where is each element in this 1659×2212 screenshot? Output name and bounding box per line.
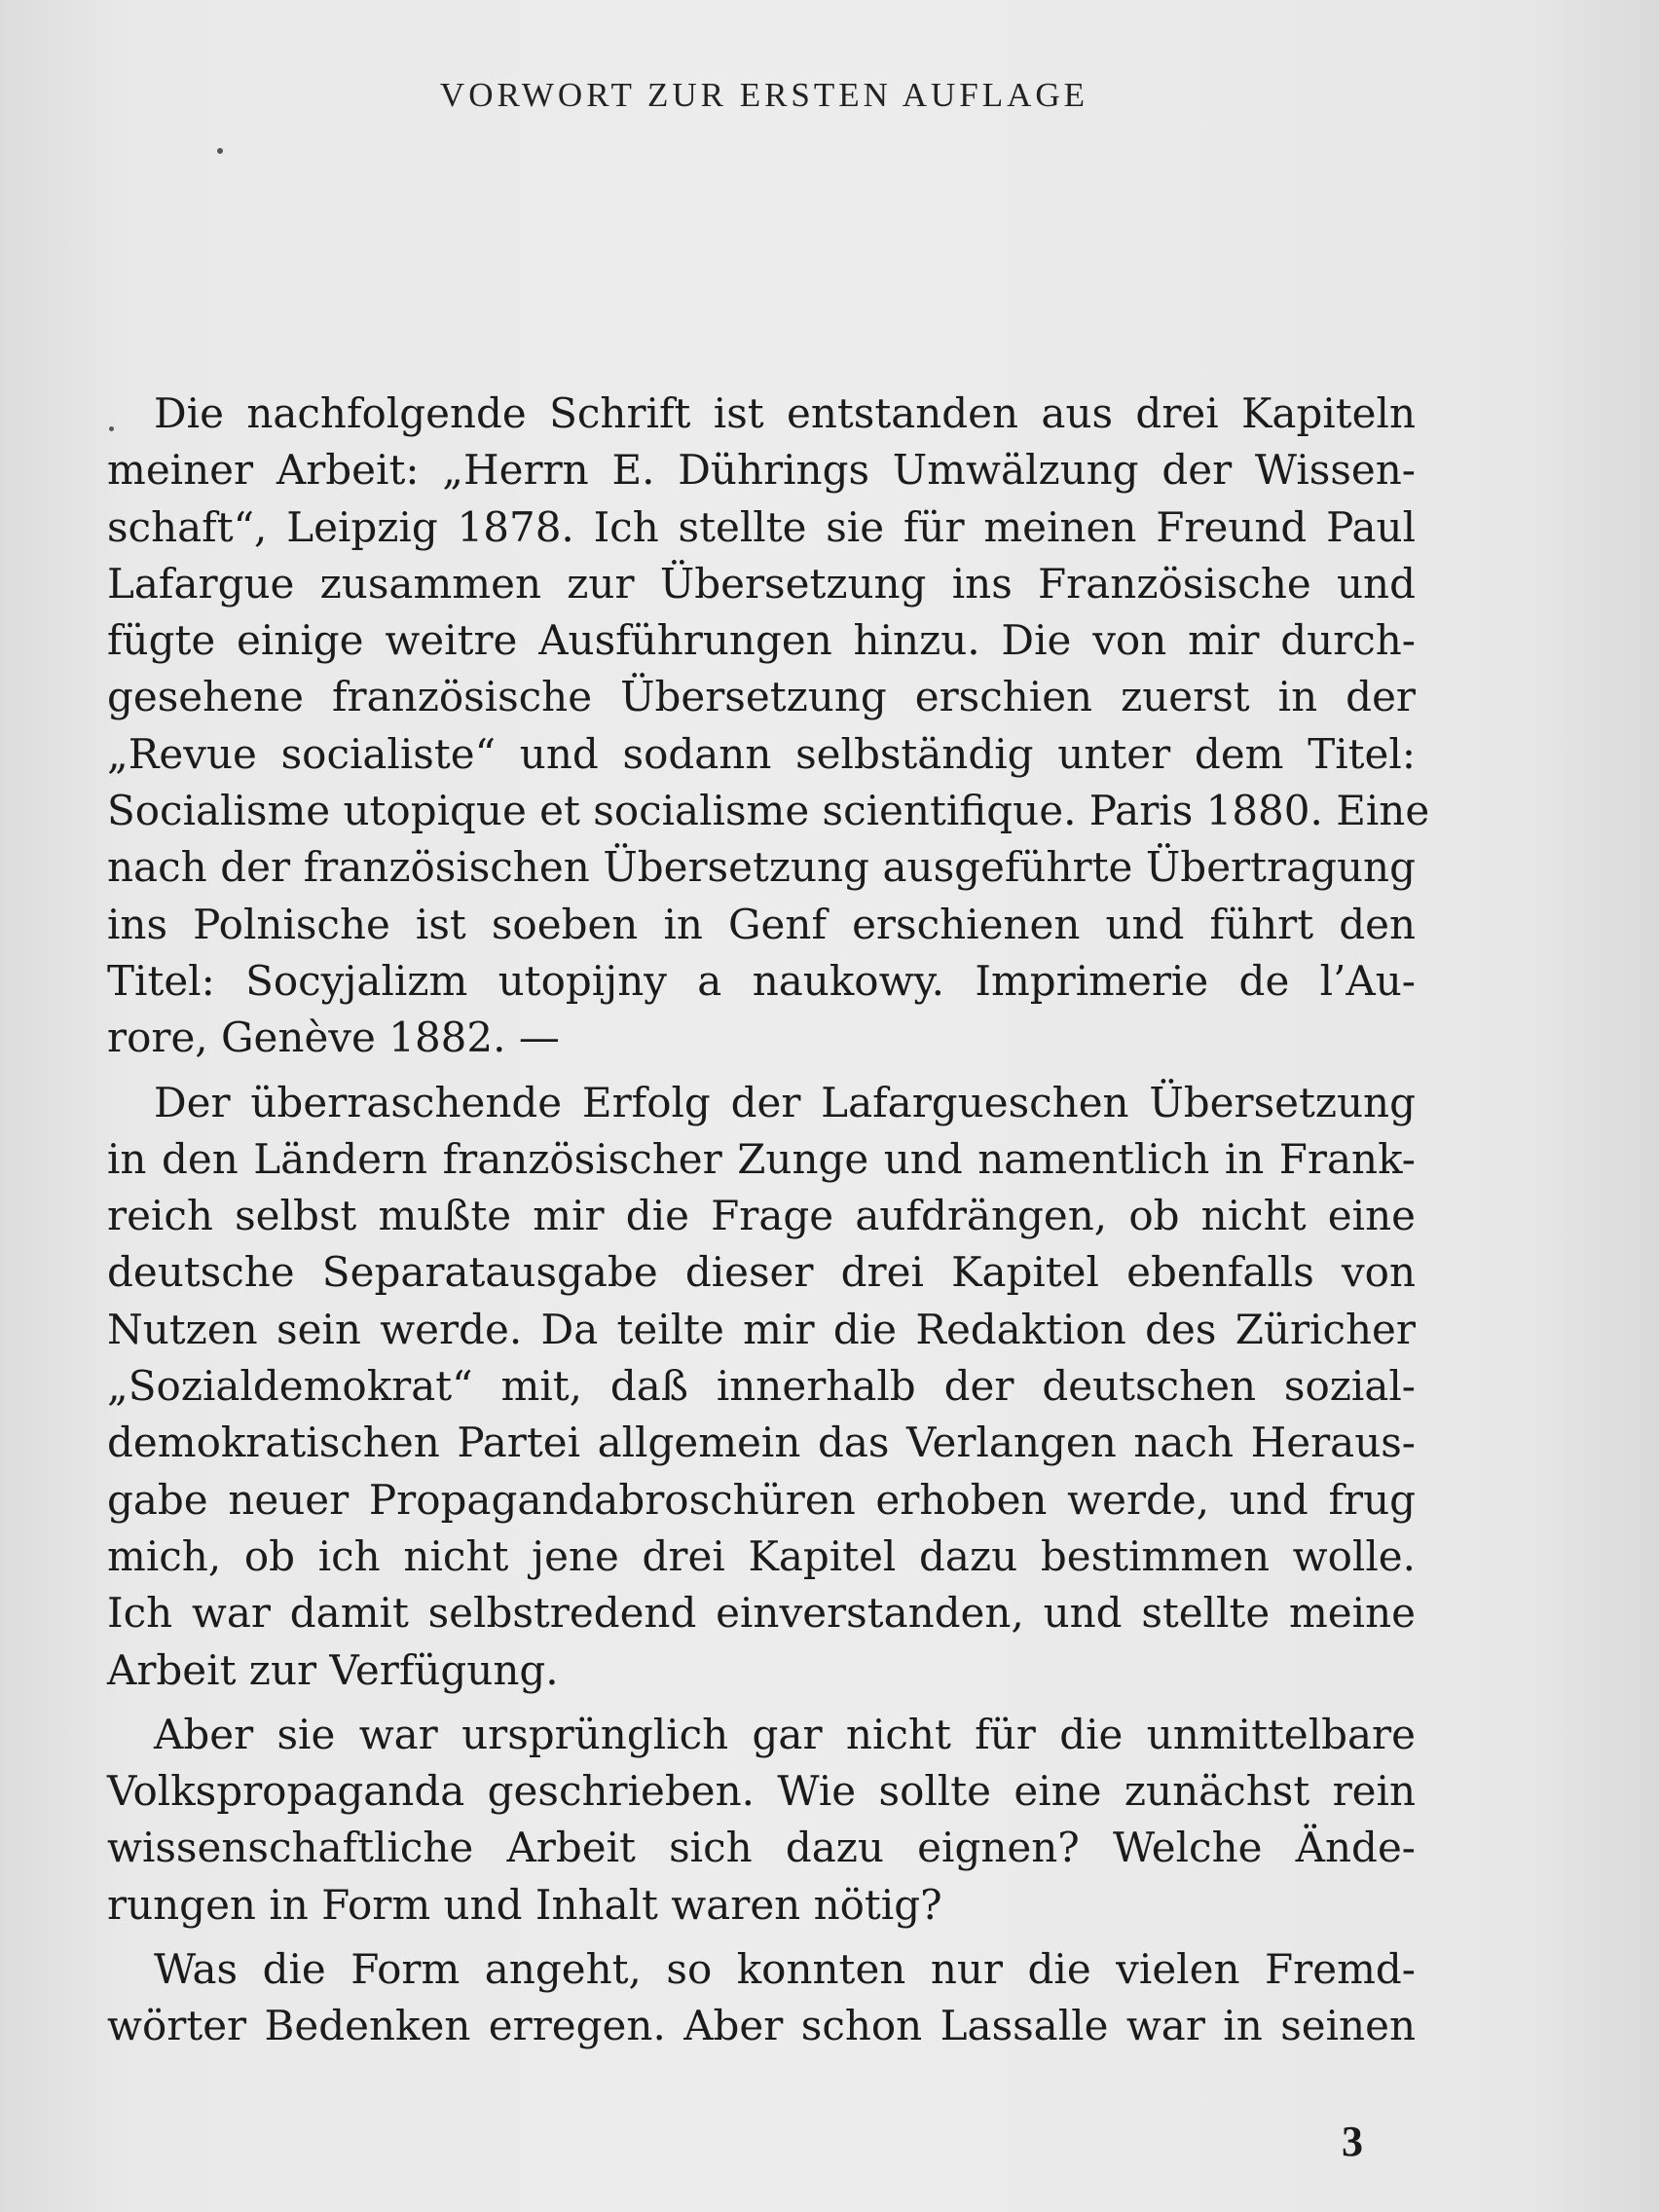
text-line: reich selbst mußte mir die Frage aufdrängen, ob nicht eine xyxy=(107,1192,1416,1240)
paragraph-2 xyxy=(107,1075,1416,1699)
text-line: in den Ländern französischer Zunge und namentlich in Frank- xyxy=(107,1134,1416,1183)
text-line: demokratischen Partei allgemein das Verlangen nach Heraus- xyxy=(107,1419,1416,1467)
paragraph-4 xyxy=(107,1941,1416,2055)
text-line: gesehene französische Übersetzung erschien zuerst in der xyxy=(107,673,1416,721)
text-line: Aber sie war ursprünglich gar nicht für die unmittelbare xyxy=(154,1710,1416,1758)
text-line: rore, Genève 1882. — xyxy=(107,1014,560,1062)
text-line: Was die Form angeht, so konnten nur die vielen Fremd- xyxy=(154,1945,1416,1994)
text-line: rungen in Form und Inhalt waren nötig? xyxy=(107,1880,942,1929)
text-line: Titel: Socyjalizm utopijny a naukowy. Imprimerie de l’Au- xyxy=(107,956,1416,1005)
text-line: ins Polnische ist soeben in Genf erschienen und führt den xyxy=(107,900,1416,948)
text-line: Ich war damit selbstredend einverstanden, und stellte meine xyxy=(107,1589,1416,1638)
text-line: Nutzen sein werde. Da teilte mir die Redaktion des Züricher xyxy=(107,1305,1416,1353)
paragraph-3 xyxy=(107,1707,1416,1934)
text-line: deutsche Separatausgabe dieser drei Kapitel ebenfalls von xyxy=(107,1248,1416,1297)
text-line: wörter Bedenken erregen. Aber schon Lassalle war in seinen xyxy=(107,2002,1416,2050)
paragraph-1 xyxy=(107,386,1430,1067)
print-speck xyxy=(217,148,223,154)
text-line: nach der französischen Übersetzung ausgeführte Übertragung xyxy=(107,843,1416,892)
text-line: meiner Arbeit: „Herrn E. Dührings Umwälzung der Wissen- xyxy=(107,446,1416,495)
text-line: Lafargue zusammen zur Übersetzung ins Französische und xyxy=(107,559,1416,608)
text-line: Volkspropaganda geschrieben. Wie sollte eine zunächst rein xyxy=(107,1767,1416,1816)
text-line: fügte einige weitre Ausführungen hinzu. Die von mir durch- xyxy=(107,616,1416,665)
text-line: schaft“, Leipzig 1878. Ich stellte sie für meinen Freund Paul xyxy=(107,502,1416,551)
text-line: „Sozialdemokrat“ mit, daß innerhalb der deutschen sozial- xyxy=(107,1362,1416,1411)
text-line: Die nachfolgende Schrift ist entstanden aus drei Kapiteln xyxy=(154,389,1416,437)
text-line: Der überraschende Erfolg der Lafargueschen Übersetzung xyxy=(154,1078,1416,1126)
text-line: wissenschaftliche Arbeit sich dazu eignen? Welche Ände- xyxy=(107,1824,1416,1872)
page-number: 3 xyxy=(1342,2118,1363,2165)
text-line: mich, ob ich nicht jene drei Kapitel dazu bestimmen wolle. xyxy=(107,1531,1416,1580)
body-text xyxy=(107,386,1430,2063)
text-line: gabe neuer Propagandabroschüren erhoben werde, und frug xyxy=(107,1475,1416,1524)
running-head: VORWORT ZUR ERSTEN AUFLAGE xyxy=(439,76,1089,114)
text-line: „Revue socialiste“ und sodann selbständig unter dem Titel: xyxy=(107,729,1416,778)
text-line: Socialisme utopique et socialisme scientifique. Paris 1880. Eine xyxy=(107,787,1430,835)
text-line: Arbeit zur Verfügung. xyxy=(107,1645,559,1694)
